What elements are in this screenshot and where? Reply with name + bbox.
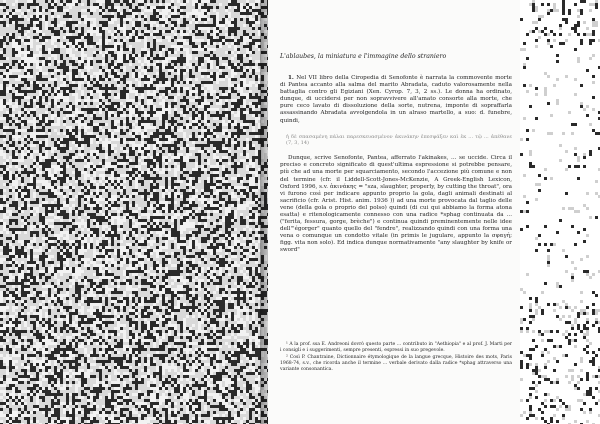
paragraph-1	[280, 75, 512, 125]
left-scanned-page-noise	[0, 0, 268, 424]
section-number: 1.	[288, 75, 294, 81]
noise-left-pattern	[0, 0, 268, 424]
running-head: L'ablaubes, la miniatura e l'immagine dello straniero	[280, 53, 447, 60]
right-scanned-page-noise	[520, 0, 600, 424]
footnotes	[280, 342, 512, 374]
noise-right-pattern	[520, 0, 600, 424]
book-page	[268, 0, 520, 424]
paragraph-2: Dunque, scrive Senofonte, Pantea, afferrato l'akinakes, ... se uccide. Circa il preciso e concreto significato di quest'ultima espressione si potrebbe pensare, più che ad una morte per squarciamento, secondo l'accezione più comune e non del termine (cfr. il Liddell-Scott-Jones-McKenzie, A Greek-English Lexicon, Oxford 1996, s.v. ἀκινάκης = "sza, slaughter, properly, by cutting the throat", ora vi furono così per indicare appunto proprio la gola, dagli animali destinati al sacrificio (cfr. Arist. Hist. anim. 1936 )) ad una morte provocata dal taglio delle vene (della gola o proprio del polso) quindi (di cui qui abbiamo la forma atona esatta) e ritenologicamente connesso con una radice *sphag continuata da ... ("ferita, fessura, gorge, brèche") e continua quindi preminentemente nelle idee dell'"égorger" quanto quello del "fendre", realizzando quindi con una forma una vena o comunque un condotto vitale (in primis le jugulare, appunto la σφαγή; figg. vita non solo). Ed indica dunque normativamente "any slaughter by knife or sword"	[280, 155, 512, 254]
page-body	[280, 53, 512, 255]
greek-quote: ἡ δὲ σπασαμένη πάλαι παρεσκευασμένον ἀκινάκην ἐπεσφάξεν καὶ ἐκ ... τῷ ... ἀπέθανε (7, 3, 14)	[286, 133, 512, 146]
footnote-1: ¹ A la prof. ssa E. Andreoni dovrò questo parte ... contributo in "Aethiopia" e al prof. J. Marti per i consigli e i suggerimenti, sempre presenti, espressi in suo pregevole.	[280, 342, 512, 353]
paragraph-1-text: Nel VII libro della Ciropedia di Senofonte è narrata la commovente morte di Pantea accanto alla salma del marito Abradata, caduto valorosamente nella battaglia contro gli Egiziani (Xen. Cyrop. 7, 3, 2 ss.). Le donna ha ordinato, dunque, di uccidersi per non sopravvivere all'amato consorte alla morte, che pure ceco lavato di dissoluzione della sorte, nutrena, imponte di sopraffarla assassinando Abradata avvolgendola in un alraso martello, a suo: d. funebre, quindi,	[280, 75, 512, 124]
footnote-2: ² Così P. Chantraine, Dictionnaire étymologique de la langue grecque, Histoire des mots, Paris 1968-74, s.v., che ricorda anche il termine ... verbale derivato dalla radice *sphag attraverso una variante consonantica.	[280, 354, 512, 372]
